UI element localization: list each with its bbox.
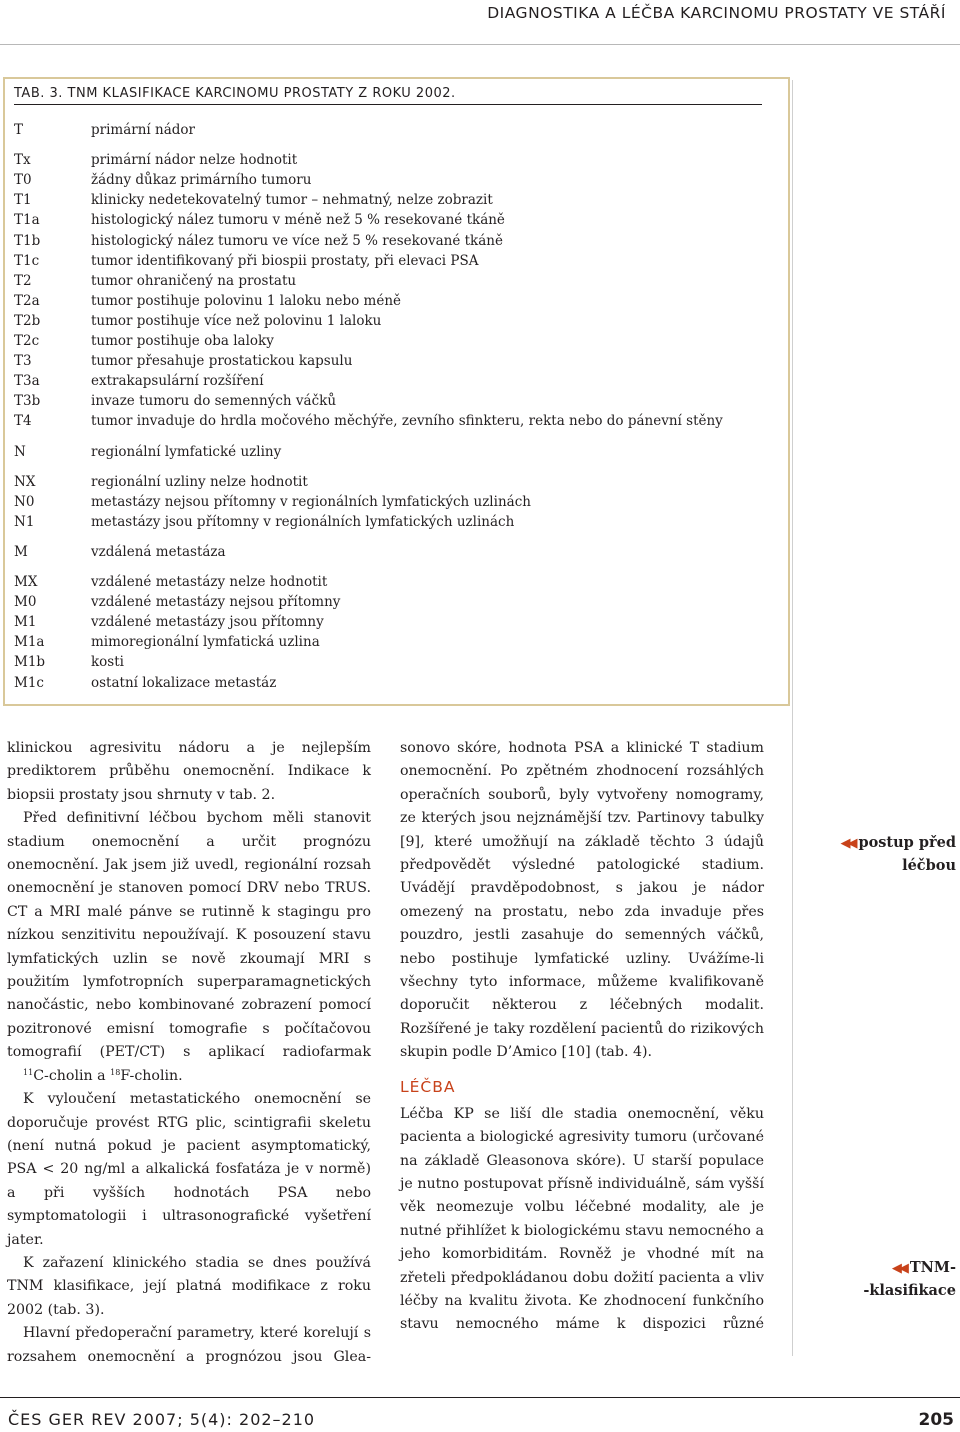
tnm-code: T2c bbox=[14, 333, 40, 349]
tnm-description: tumor ohraničený na prostatu bbox=[91, 272, 297, 289]
tnm-description: tumor přesahuje prostatickou kapsulu bbox=[91, 353, 353, 370]
tnm-description: vzdálené metastázy jsou přítomny bbox=[91, 614, 324, 631]
tnm-description: tumor postihuje polovinu 1 laloku nebo méně bbox=[91, 292, 402, 309]
header-rule bbox=[0, 44, 960, 45]
tnm-code: M1a bbox=[14, 634, 45, 651]
tnm-code: N bbox=[14, 443, 26, 460]
margin-note-postup bbox=[796, 832, 956, 877]
tnm-code: T1c bbox=[14, 252, 40, 269]
paragraph: Léčba KP se liší dle stadia onemocnění, věku pacienta a biologické agresivity tumoru (určované na základě Gleasonova skóre). U starší populace je nutno postupovat přísně individuálně, sám vyšší věk neomezuje volbu léčebné modality, ale je nutné přihlížet k biologickému stavu nemocného a jeho komorbiditám. Rovněž je vhodné mít na zřeteli předpokládanou dobu dožití pacienta a vliv léčby na kvalitu života. Ke zhodnocení funkčního stavu nemocného máme k dispozici různé bbox=[400, 1105, 764, 1333]
margin-note-line: TNM- bbox=[909, 1259, 956, 1276]
tnm-description: vzdálené metastázy nejsou přítomny bbox=[91, 594, 341, 611]
double-arrow-left-icon: ◀◀ bbox=[891, 1261, 906, 1276]
section-heading: LÉČBA bbox=[400, 1077, 456, 1096]
tnm-code: T2b bbox=[14, 312, 41, 329]
margin-note-line: postup před bbox=[858, 834, 956, 851]
tnm-code: T2a bbox=[14, 292, 40, 309]
page-number: 205 bbox=[918, 1410, 954, 1430]
running-title: DIAGNOSTIKA A LÉČBA KARCINOMU PROSTATY VE STÁŘÍ bbox=[487, 4, 946, 22]
paragraph: klinickou agresivitu nádoru a je nejlepším prediktorem průběhu onemocnění. Indikace k biopsii prostaty jsou shrnuty v tab. 2. bbox=[7, 740, 371, 803]
double-arrow-left-icon: ◀◀ bbox=[840, 836, 855, 851]
paragraph-text: Před definitivní léčbou bychom měli stanovit stadium onemocnění a určit prognózu onemocnění. Jak jsem již uvedl, regionální rozsah onemocnění je stanoven pomocí DRV nebo TRUS. CT a MRI malé pánve se rutinně k stagingu pro nízkou senzitivitu nepoužívají. K posouzení stavu lymfatických uzlin se nově zkoumají MRI s použitím lymfotropních superparamagnetických nanočástic, nebo kombinované zobrazení pomocí pozitronové emisní tomografie s počítačovou tomografií (PET/CT) s aplikací radiofarmak bbox=[7, 810, 371, 1061]
tnm-code: T0 bbox=[14, 172, 32, 189]
tnm-code: MX bbox=[14, 574, 38, 590]
footer-rule bbox=[0, 1397, 960, 1398]
tnm-code: NX bbox=[14, 473, 36, 490]
tnm-code: N1 bbox=[14, 513, 35, 530]
superscript: 18 bbox=[110, 1067, 121, 1077]
paragraph: K zařazení klinického stadia se dnes používá TNM klasifikace, její platná modifikace z roku 2002 (tab. 3). bbox=[7, 1254, 371, 1318]
margin-note-tnm bbox=[796, 1257, 956, 1302]
table-title: TAB. 3. TNM KLASIFIKACE KARCINOMU PROSTATY Z ROKU 2002. bbox=[14, 86, 762, 105]
tnm-code: M0 bbox=[14, 594, 37, 611]
paragraph: sonovo skóre, hodnota PSA a klinické T stadium onemocnění. Po zpětném zhodnocení rozsáhlých operačních souborů, byly vytvořeny nomogramy, ze kterých jsou nejznámější tzv. Partinovy tabulky [9], které umožňují na základě těchto 3 údajů předpovědět výsledné patologické stadium. Uvádějí pravděpodobnost, s jakou je nádor omezený na prostatu, nebo zda invaduje přes pouzdro, jestli zasahuje do semenných váčků, nebo postihuje lymfatické uzliny. Uvážíme-li všechny tyto informace, můžeme kvalifikovaně doporučit některou z léčebných modalit. Rozšířené je taky rozdělení pacientů do rizikových skupin podle D’Amico [10] (tab. 4). bbox=[400, 740, 764, 1061]
paragraph-text: C-cholin a bbox=[33, 1067, 111, 1084]
paragraph bbox=[7, 807, 371, 1088]
tnm-description: metastázy nejsou přítomny v regionálních lymfatických uzlinách bbox=[91, 493, 531, 510]
tnm-description: žádny důkaz primárního tumoru bbox=[91, 172, 312, 189]
tnm-description: vzdálené metastázy nelze hodnotit bbox=[91, 574, 328, 590]
tnm-code: T1a bbox=[14, 212, 40, 229]
tnm-description: tumor postihuje oba laloky bbox=[91, 333, 274, 349]
tnm-code: M bbox=[14, 543, 28, 560]
tnm-description: extrakapsulární rozšíření bbox=[91, 373, 264, 390]
isotope-line bbox=[7, 1065, 183, 1088]
margin-rule bbox=[792, 80, 793, 1356]
tnm-description: primární nádor nelze hodnotit bbox=[91, 152, 298, 169]
tnm-description: regionální uzliny nelze hodnotit bbox=[91, 473, 308, 490]
paragraph: K vyloučení metastatického onemocnění se doporučuje provést RTG plic, scintigrafii skeletu (není nutná pokud je pacient asymptomatický, PSA < 20 ng/ml a alkalická fosfatáza je v normě) a při vyšších hodnotách PSA nebo symptomatologii i ultrasonografické vyšetření jater. bbox=[7, 1091, 371, 1248]
tnm-code: Tx bbox=[14, 152, 31, 169]
tnm-code: T2 bbox=[14, 272, 32, 289]
margin-note-line: léčbou bbox=[902, 857, 956, 874]
text-column-right bbox=[400, 737, 764, 1337]
text-column-left bbox=[7, 737, 371, 1369]
tnm-code: M1 bbox=[14, 614, 37, 631]
margin-note-line: -klasifikace bbox=[863, 1282, 956, 1299]
journal-citation: ČES GER REV 2007; 5(4): 202–210 bbox=[8, 1410, 316, 1429]
tnm-code: T3a bbox=[14, 373, 40, 390]
tnm-description: regionální lymfatické uzliny bbox=[91, 443, 282, 460]
tnm-description: tumor identifikovaný při biospii prostaty, při elevaci PSA bbox=[91, 252, 479, 269]
tnm-description: primární nádor bbox=[91, 122, 195, 138]
tnm-code: T3b bbox=[14, 393, 41, 410]
paragraph-text: F-cholin. bbox=[120, 1067, 183, 1084]
tnm-description: invaze tumoru do semenných váčků bbox=[91, 393, 337, 410]
tnm-code: T3 bbox=[14, 353, 32, 370]
tnm-description: histologický nález tumoru v méně než 5 % resekované tkáně bbox=[91, 212, 505, 229]
tnm-description: tumor postihuje více než polovinu 1 laloku bbox=[91, 312, 382, 329]
tnm-description: histologický nález tumoru ve více než 5 % resekované tkáně bbox=[91, 232, 503, 249]
tnm-code: T bbox=[14, 122, 24, 138]
tnm-description: kosti bbox=[91, 654, 124, 671]
tnm-description: metastázy jsou přítomny v regionálních lymfatických uzlinách bbox=[91, 513, 515, 530]
tnm-code: T4 bbox=[14, 413, 32, 430]
tnm-code: N0 bbox=[14, 493, 35, 510]
tnm-description: klinicky nedetekovatelný tumor – nehmatný, nelze zobrazit bbox=[91, 192, 493, 209]
paragraph: Hlavní předoperační parametry, které korelují s rozsahem onemocnění a prognózou jsou Glea- bbox=[7, 1325, 371, 1365]
tnm-code: T1b bbox=[14, 232, 41, 249]
tnm-code: M1b bbox=[14, 654, 46, 671]
tnm-code: M1c bbox=[14, 674, 44, 691]
tnm-description: vzdálená metastáza bbox=[91, 543, 226, 560]
tnm-description: tumor invaduje do hrdla močového měchýře, zevního sfinkteru, rekta nebo do pánevní stěny bbox=[91, 413, 723, 430]
tnm-description: ostatní lokalizace metastáz bbox=[91, 674, 277, 691]
tnm-code: T1 bbox=[14, 192, 32, 209]
superscript: 11 bbox=[23, 1067, 34, 1077]
tnm-description: mimoregionální lymfatická uzlina bbox=[91, 634, 320, 651]
